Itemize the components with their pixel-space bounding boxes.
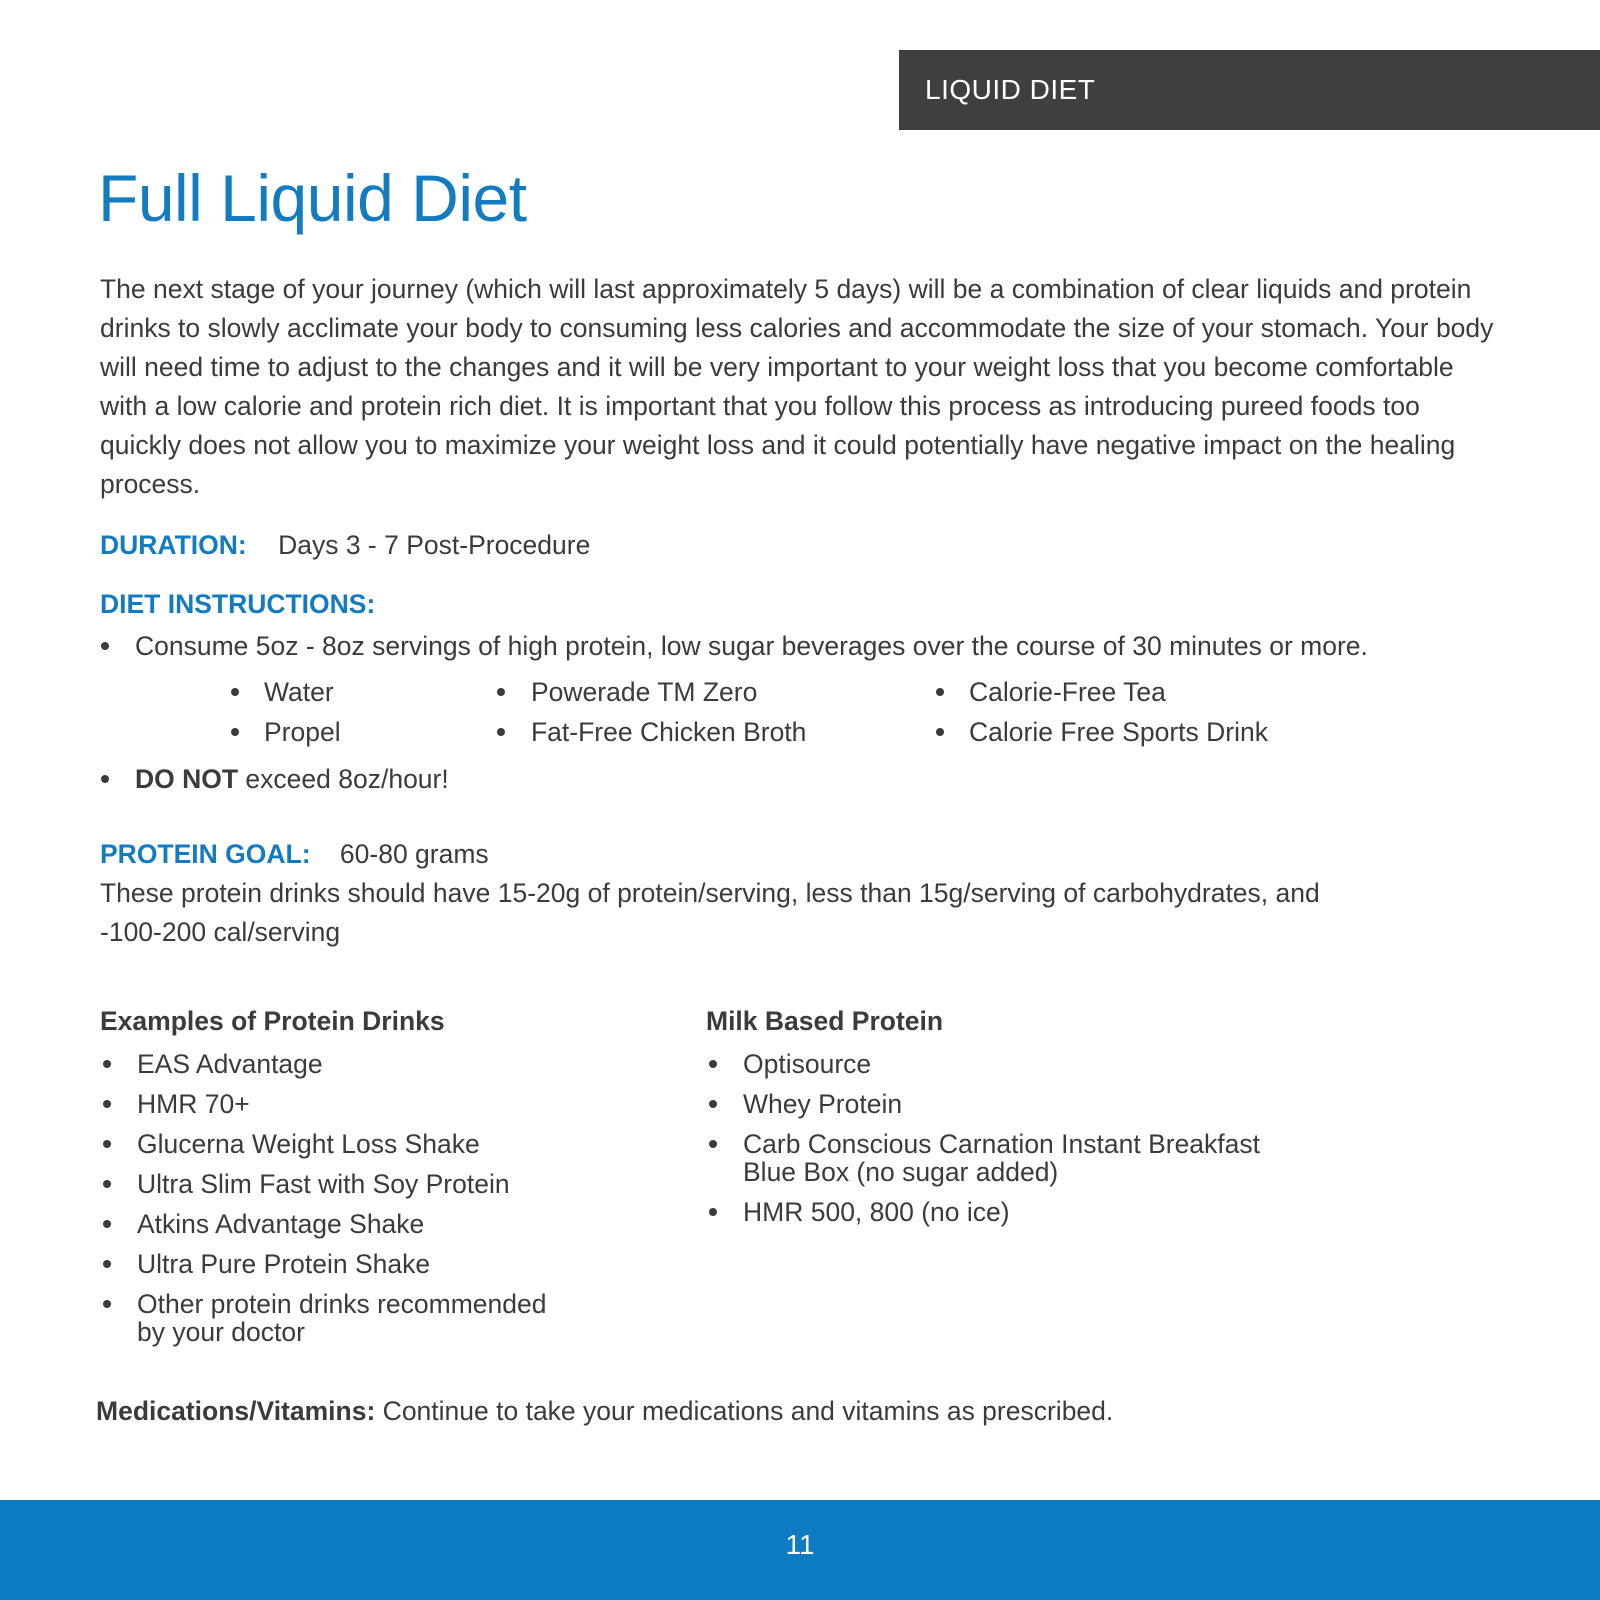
consume-instruction: Consume 5oz - 8oz servings of high protein, low sugar beverages over the course of 30 minutes or more. <box>135 631 1368 661</box>
protein-goal-label: PROTEIN GOAL: <box>100 839 311 869</box>
medications-label: Medications/Vitamins: <box>96 1396 376 1426</box>
page-title: Full Liquid Diet <box>98 161 527 235</box>
bullet-dot <box>103 1060 111 1068</box>
bullet-dot <box>709 1208 717 1216</box>
beverage-item: Water <box>264 677 334 707</box>
medications-text: Continue to take your medications and vitamins as prescribed. <box>375 1396 1114 1426</box>
page-number: 11 <box>785 1529 815 1560</box>
example-item: EAS Advantage <box>137 1049 323 1079</box>
diet-instructions-heading: DIET INSTRUCTIONS: <box>100 589 376 619</box>
milk-item: Whey Protein <box>743 1089 903 1119</box>
bullet-dot <box>103 1140 111 1148</box>
do-not-bold: DO NOT <box>135 764 239 794</box>
beverage-item: Calorie Free Sports Drink <box>969 717 1268 747</box>
bullet-dot <box>497 728 505 736</box>
protein-goal-value: 60-80 grams <box>339 839 489 869</box>
bullet-dot <box>103 1100 111 1108</box>
examples-heading: Examples of Protein Drinks <box>100 1006 445 1036</box>
bullet-dot <box>103 1300 111 1308</box>
beverage-item: Fat-Free Chicken Broth <box>531 717 807 747</box>
beverage-item: Powerade TM Zero <box>531 677 758 707</box>
example-item: HMR 70+ <box>137 1089 250 1119</box>
protein-goal-row <box>100 836 489 872</box>
example-item: Ultra Slim Fast with Soy Protein <box>137 1169 510 1199</box>
section-tab <box>899 50 1600 130</box>
duration-row <box>100 527 590 563</box>
bullet-dot <box>101 775 109 783</box>
example-item: Glucerna Weight Loss Shake <box>137 1129 480 1159</box>
medications-note <box>96 1393 1113 1429</box>
milk-item: Carb Conscious Carnation Instant Breakfast Blue Box (no sugar added) <box>743 1129 1261 1187</box>
bullet-dot <box>231 688 239 696</box>
do-not-warning <box>135 761 449 797</box>
example-item: Atkins Advantage Shake <box>137 1209 425 1239</box>
bullet-dot <box>103 1220 111 1228</box>
bullet-dot <box>103 1180 111 1188</box>
bullet-dot <box>709 1100 717 1108</box>
bullet-dot <box>936 688 944 696</box>
milk-item: HMR 500, 800 (no ice) <box>743 1197 1010 1227</box>
bullet-dot <box>103 1260 111 1268</box>
milk-item: Optisource <box>743 1049 872 1079</box>
bullet-dot <box>709 1140 717 1148</box>
milk-based-heading: Milk Based Protein <box>706 1006 944 1036</box>
protein-note: These protein drinks should have 15-20g of protein/serving, less than 15g/serving of carbohydrates, and -100-200 cal/serving <box>100 878 1320 947</box>
duration-label: DURATION: <box>100 530 247 560</box>
bullet-dot <box>101 642 109 650</box>
bullet-dot <box>497 688 505 696</box>
bullet-dot <box>936 728 944 736</box>
beverage-item: Calorie-Free Tea <box>969 677 1166 707</box>
duration-value: Days 3 - 7 Post-Procedure <box>278 530 591 560</box>
bullet-dot <box>231 728 239 736</box>
intro-paragraph: The next stage of your journey (which will last approximately 5 days) will be a combination of clear liquids and protein drinks to slowly acclimate your body to consuming less calories and accommodate the size of your stomach. Your body will need time to adjust to the changes and it will be very important to your weight loss that you become comfortable with a low calorie and protein rich diet. It is important that you follow this process as introducing pureed foods too quickly does not allow you to maximize your weight loss and it could potentially have negative impact on the healing process. <box>100 274 1494 499</box>
example-item: Ultra Pure Protein Shake <box>137 1249 431 1279</box>
beverage-item: Propel <box>264 717 341 747</box>
example-item: Other protein drinks recommended by your doctor <box>137 1289 547 1347</box>
do-not-text: exceed 8oz/hour! <box>238 764 449 794</box>
section-tab-label: LIQUID DIET <box>925 74 1096 105</box>
bullet-dot <box>709 1060 717 1068</box>
